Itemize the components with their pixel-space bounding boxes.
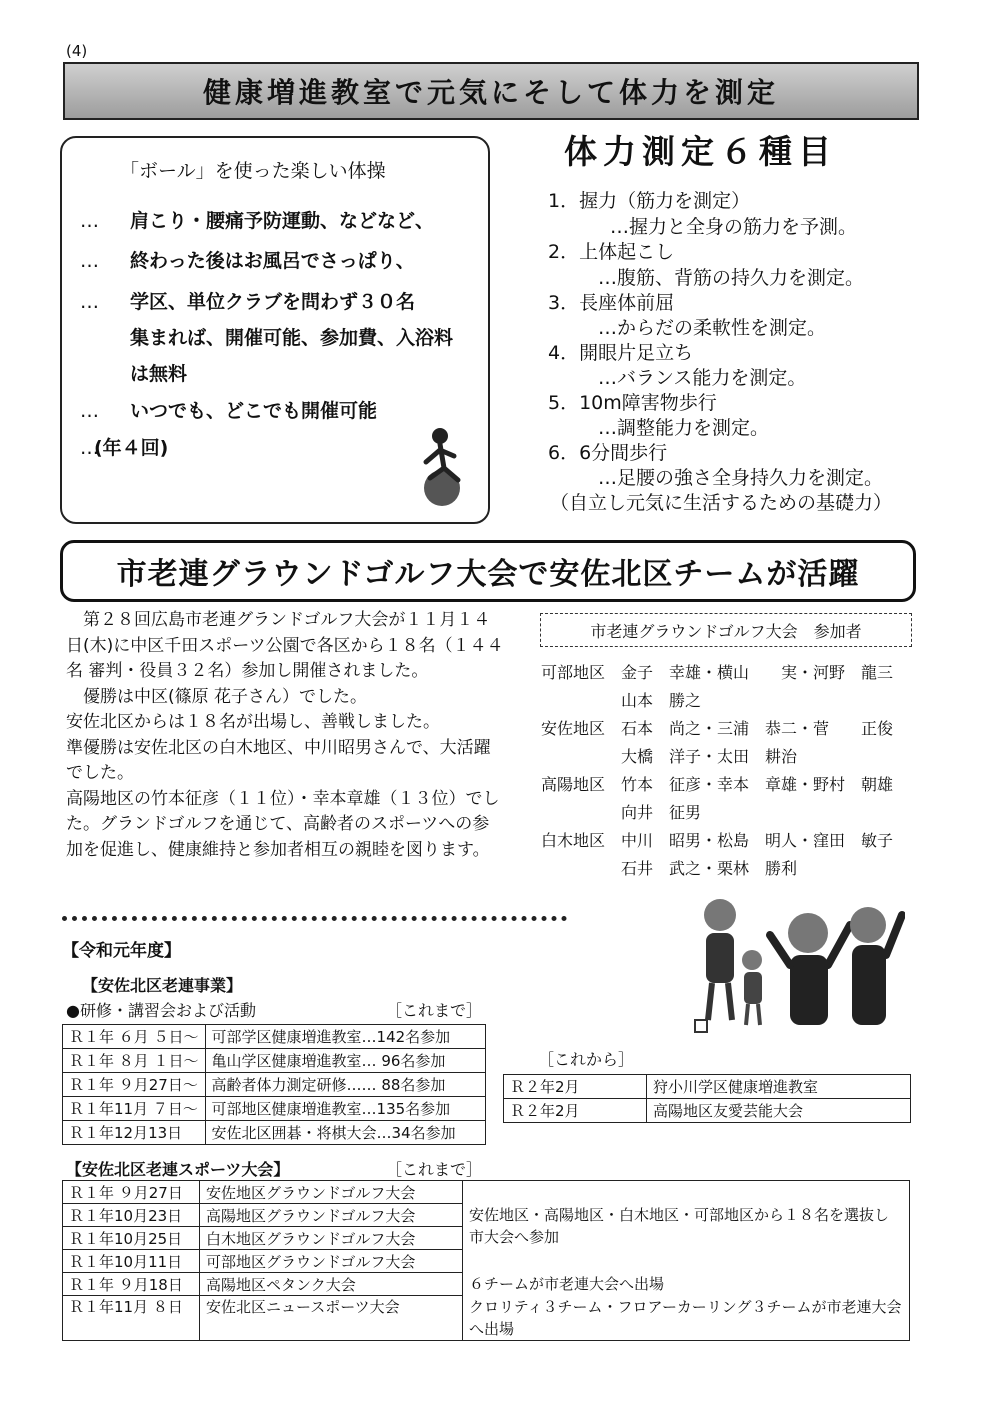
person-body: [852, 945, 886, 1025]
participant-row: 向井 征男: [541, 803, 702, 822]
sports-name: 高陽地区グラウンドゴルフ大会: [200, 1204, 463, 1227]
exercisers-illustration: [690, 885, 905, 1045]
fitness-item: 5．10m障害物歩行: [548, 392, 717, 414]
sports-name: 白木地区グラウンドゴルフ大会: [200, 1227, 463, 1250]
table-row: [63, 1296, 910, 1341]
upcoming-date: Ｒ２年2月: [504, 1075, 647, 1099]
article-paragraph: 準優勝は安佐北区の白木地区、中川昭男さんで、大活躍でした。: [66, 737, 491, 783]
fitness-item: 2．上体起こし: [548, 241, 675, 263]
table-row: [63, 1204, 910, 1227]
sports-so-far: ［これまで］: [386, 1160, 483, 1179]
sports-note: クロリティ３チーム・フロアーカーリング３チームが市老連大会へ出場: [463, 1296, 910, 1341]
page-number: (4): [66, 42, 88, 60]
sports-note: 安佐地区・高陽地区・白木地区・可部地区から１８名を選抜し市大会へ参加: [463, 1204, 910, 1273]
mid-banner: [60, 540, 916, 602]
sports-date: Ｒ１年 ９月27日: [63, 1181, 200, 1204]
class-line: … 学区、単位クラブを問わず３０名: [80, 291, 416, 313]
upcoming-table: [503, 1074, 911, 1123]
person-head: [704, 899, 736, 931]
section-divider: [62, 916, 567, 921]
article-paragraph: 優勝は中区(篠原 花子さん）でした。: [66, 686, 368, 707]
class-line: … 終わった後はお風呂でさっぱり、: [80, 250, 415, 272]
sports-date: Ｒ１年11月 ８日: [63, 1296, 200, 1341]
event-date: Ｒ１年 ９月27日～: [63, 1073, 206, 1097]
sports-date: Ｒ１年10月25日: [63, 1227, 200, 1250]
fitness-item: 1．握力（筋力を測定）: [548, 190, 751, 212]
event-date: Ｒ１年 ８月 １日～: [63, 1049, 206, 1073]
participant-row: 白木地区 中川 昭男・松島 明人・窪田 敏子: [541, 831, 894, 850]
class-box-title: 「ボール」を使った楽しい体操: [120, 160, 386, 182]
upcoming-label: ［これから］: [538, 1050, 635, 1069]
fitness-desc: …腹筋、背筋の持久力を測定。: [598, 267, 865, 289]
fitness-desc: …調整能力を測定。: [598, 417, 770, 439]
participant-row: 安佐地区 石本 尚之・三浦 恭二・菅 正俊: [541, 719, 894, 738]
participant-row: 石井 武之・栗林 勝利: [541, 859, 798, 878]
reiwa-heading: 【令和元年度】: [62, 941, 181, 961]
child-head: [742, 950, 762, 970]
top-banner-title: 健康増進教室で元気にそして体力を測定: [202, 76, 779, 109]
gate-icon: [695, 1020, 707, 1032]
sports-table: [62, 1180, 910, 1341]
table-row: [63, 1025, 486, 1049]
top-banner: [63, 62, 919, 120]
event-text: 可部地区健康増進教室…135名参加: [205, 1097, 485, 1121]
section1-title: 【安佐北区老連事業】: [82, 976, 243, 995]
class-line: … 肩こり・腰痛予防運動、などなど、: [80, 210, 435, 232]
class-line: 集まれば、開催可能、参加費、入浴料: [130, 327, 454, 349]
class-line: … いつでも、どこでも開催可能: [80, 400, 378, 422]
event-text: 亀山学区健康増進教室… 96名参加: [205, 1049, 485, 1073]
person-body: [706, 933, 734, 983]
person-head: [850, 907, 886, 943]
sports-name: 可部地区グラウンドゴルフ大会: [200, 1250, 463, 1273]
participant-row: 可部地区 金子 幸雄・横山 実・河野 龍三: [541, 663, 894, 682]
sports-name: 高陽地区ペタンク大会: [200, 1273, 463, 1296]
table-row: [63, 1273, 910, 1296]
fitness-title: 体力測定６種目: [564, 132, 837, 171]
event-date: Ｒ１年12月13日: [63, 1121, 206, 1145]
sports-note: [463, 1181, 910, 1204]
event-text: 可部学区健康増進教室…142名参加: [205, 1025, 485, 1049]
event-text: 安佐北区囲碁・将棋大会…34名参加: [205, 1121, 485, 1145]
class-line: は無料: [130, 363, 188, 385]
event-date: Ｒ１年11月 ７日～: [63, 1097, 206, 1121]
participants-title: 市老連グラウンドゴルフ大会 参加者: [540, 613, 912, 647]
participant-row: 大橋 洋子・太田 耕治: [541, 747, 798, 766]
fitness-item: 3．長座体前屈: [548, 292, 675, 314]
sports-date: Ｒ１年10月23日: [63, 1204, 200, 1227]
table-row: [63, 1049, 486, 1073]
fitness-desc: …握力と全身の筋力を予測。: [610, 216, 858, 238]
table-row: [504, 1099, 911, 1123]
fitness-desc: …バランス能力を測定。: [598, 367, 807, 389]
sports-note: ６チームが市老連大会へ出場: [463, 1273, 910, 1296]
sports-date: Ｒ１年10月11日: [63, 1250, 200, 1273]
events-table: [62, 1024, 486, 1145]
sports-name: 安佐北区ニュースポーツ大会: [200, 1296, 463, 1341]
class-line: …(年４回): [80, 437, 169, 459]
upcoming-text: 高陽地区友愛芸能大会: [647, 1099, 911, 1123]
sports-title: 【安佐北区老連スポーツ大会】: [66, 1160, 290, 1179]
table-row: [63, 1073, 486, 1097]
section1-sub: ●研修・講習会および活動: [66, 1001, 256, 1020]
event-text: 高齢者体力測定研修…… 88名参加: [205, 1073, 485, 1097]
fitness-desc: …からだの柔軟性を測定。: [598, 317, 827, 339]
participant-row: 高陽地区 竹本 征彦・幸本 章雄・野村 朝雄: [541, 775, 894, 794]
fitness-item: 6．6分間歩行: [548, 442, 668, 464]
article-paragraph: 高陽地区の竹本征彦（１１位）・幸本章雄（１３位）でした。グランドゴルフを通じて、高齢者のスポーツへの参加を促進し、健康維持と参加者相互の親睦を図ります。: [66, 788, 500, 860]
fitness-desc: …足腰の強さ全身持久力を測定。: [598, 467, 884, 489]
table-row: [63, 1181, 910, 1204]
table-row: [63, 1097, 486, 1121]
mid-banner-title: 市老連グラウンドゴルフ大会で安佐北区チームが活躍: [116, 557, 860, 592]
upcoming-text: 狩小川学区健康増進教室: [647, 1075, 911, 1099]
upcoming-date: Ｒ２年2月: [504, 1099, 647, 1123]
ball-exercise-illustration: [410, 420, 470, 510]
article: [66, 608, 506, 863]
person-body: [790, 955, 828, 1025]
article-paragraph: 安佐北区からは１８名が出場し、善戦しました。: [66, 712, 440, 732]
fitness-item: 4．開眼片足立ち: [548, 342, 694, 364]
article-paragraph: 第２８回広島市老連グランドゴルフ大会が１１月１４日(木)に中区千田スポーツ公園で各区から１８名（１４４名 審判・役員３２名）参加し開催されました。: [66, 610, 504, 681]
section1-so-far: ［これまで］: [386, 1001, 483, 1020]
sports-date: Ｒ１年 ９月18日: [63, 1273, 200, 1296]
table-row: [63, 1121, 486, 1145]
child-body: [744, 972, 762, 1004]
event-date: Ｒ１年 ６月 ５日～: [63, 1025, 206, 1049]
person-legs: [708, 983, 732, 1020]
table-row: [504, 1075, 911, 1099]
participant-row: 山本 勝之: [541, 691, 702, 710]
fitness-footer: （自立し元気に生活するための基礎力）: [550, 492, 893, 514]
person-head: [788, 913, 828, 953]
sports-name: 安佐地区グラウンドゴルフ大会: [200, 1181, 463, 1204]
